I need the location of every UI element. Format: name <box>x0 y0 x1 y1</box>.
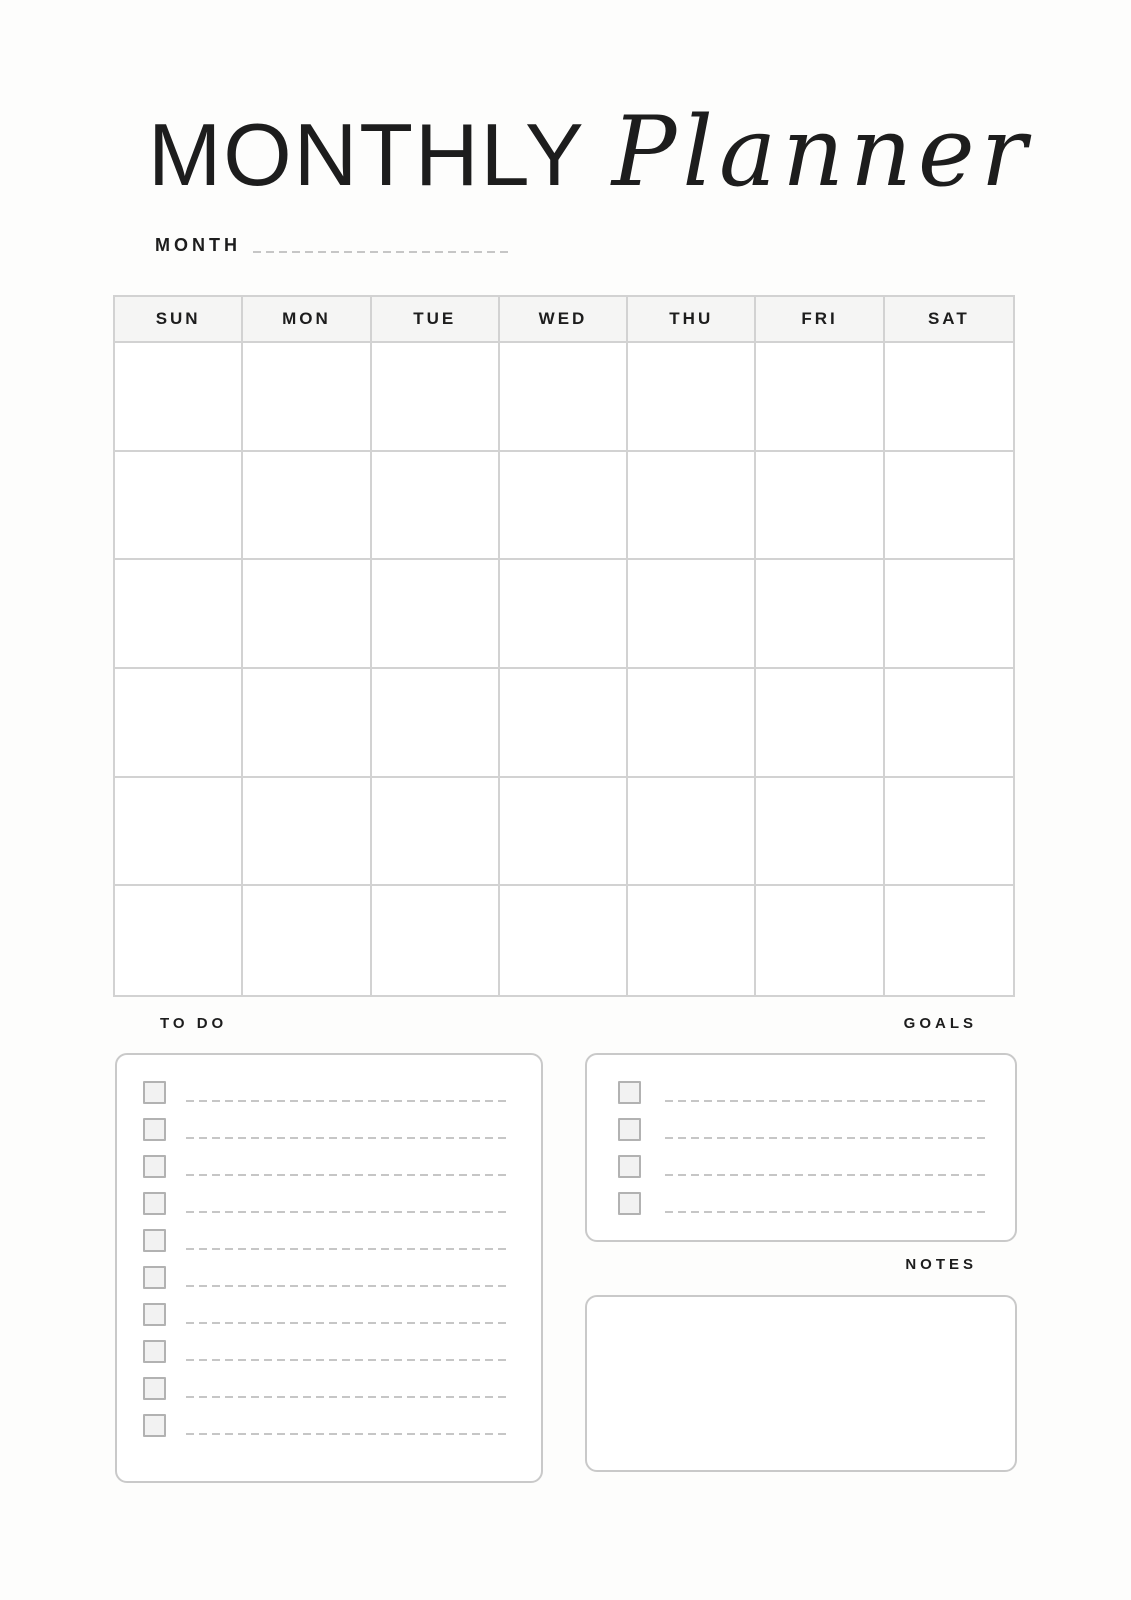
dashed-line <box>186 1396 511 1398</box>
goals-row <box>618 1192 987 1215</box>
checkbox <box>618 1118 641 1141</box>
goals-row <box>618 1118 987 1141</box>
calendar-day-cell <box>115 669 243 778</box>
checkbox <box>143 1414 166 1437</box>
goals-row <box>618 1155 987 1178</box>
calendar-day-cell <box>628 886 756 995</box>
calendar-day-cell <box>243 778 371 887</box>
calendar-day-cell <box>243 669 371 778</box>
dashed-line <box>665 1174 987 1176</box>
checkbox <box>143 1081 166 1104</box>
calendar-day-cell <box>372 778 500 887</box>
todo-row <box>143 1266 511 1289</box>
title-planner: Planner <box>611 96 1033 208</box>
calendar-day-cell <box>500 452 628 561</box>
todo-row <box>143 1340 511 1363</box>
dashed-line <box>186 1248 511 1250</box>
calendar-day-cell <box>115 452 243 561</box>
calendar-day-cell <box>500 778 628 887</box>
goals-row <box>618 1081 987 1104</box>
dashed-line <box>186 1359 511 1361</box>
todo-row <box>143 1118 511 1141</box>
calendar-day-header: SAT <box>885 297 1013 343</box>
checkbox <box>618 1192 641 1215</box>
calendar-day-cell <box>628 452 756 561</box>
todo-row <box>143 1303 511 1326</box>
calendar-day-header: THU <box>628 297 756 343</box>
calendar-day-cell <box>885 343 1013 452</box>
calendar-day-cell <box>115 778 243 887</box>
calendar-day-header: TUE <box>372 297 500 343</box>
calendar-day-cell <box>243 560 371 669</box>
calendar-day-cell <box>115 886 243 995</box>
dashed-line <box>186 1211 511 1213</box>
page-title <box>148 96 1033 208</box>
checkbox <box>143 1377 166 1400</box>
month-fill-in-line <box>253 251 511 253</box>
checkbox <box>618 1081 641 1104</box>
month-field <box>155 236 511 254</box>
checkbox <box>143 1192 166 1215</box>
todo-section-label: TO DO <box>160 1015 228 1032</box>
dashed-line <box>186 1100 511 1102</box>
calendar-day-cell <box>500 669 628 778</box>
todo-row <box>143 1192 511 1215</box>
checkbox <box>143 1155 166 1178</box>
calendar-day-cell <box>372 560 500 669</box>
calendar-grid <box>113 295 1015 997</box>
dashed-line <box>665 1211 987 1213</box>
checkbox <box>143 1340 166 1363</box>
checkbox <box>143 1118 166 1141</box>
calendar-day-cell <box>756 778 884 887</box>
todo-row <box>143 1414 511 1437</box>
calendar-day-cell <box>756 452 884 561</box>
calendar-day-cell <box>500 560 628 669</box>
goals-box <box>585 1053 1017 1242</box>
calendar-day-cell <box>885 778 1013 887</box>
calendar-day-cell <box>756 669 884 778</box>
calendar-day-cell <box>885 560 1013 669</box>
todo-row <box>143 1081 511 1104</box>
dashed-line <box>186 1322 511 1324</box>
calendar-day-cell <box>885 886 1013 995</box>
dashed-line <box>665 1137 987 1139</box>
month-label: MONTH <box>155 235 241 255</box>
calendar-day-cell <box>885 452 1013 561</box>
calendar-day-cell <box>372 669 500 778</box>
todo-box <box>115 1053 543 1483</box>
calendar-day-header: MON <box>243 297 371 343</box>
calendar-day-cell <box>756 343 884 452</box>
title-monthly: MONTHLY <box>148 105 586 204</box>
calendar-day-cell <box>885 669 1013 778</box>
dashed-line <box>186 1433 511 1435</box>
calendar-day-cell <box>500 343 628 452</box>
calendar-day-cell <box>756 560 884 669</box>
goals-section-label: GOALS <box>903 1015 977 1032</box>
calendar-day-header: WED <box>500 297 628 343</box>
calendar-day-cell <box>628 560 756 669</box>
notes-section-label: NOTES <box>905 1256 977 1273</box>
calendar-day-cell <box>372 452 500 561</box>
todo-row <box>143 1155 511 1178</box>
calendar-day-cell <box>628 778 756 887</box>
calendar-day-cell <box>372 343 500 452</box>
checkbox <box>618 1155 641 1178</box>
calendar-day-cell <box>243 452 371 561</box>
calendar-day-cell <box>115 343 243 452</box>
checkbox <box>143 1303 166 1326</box>
calendar-day-cell <box>628 343 756 452</box>
calendar-day-cell <box>243 886 371 995</box>
calendar-day-cell <box>115 560 243 669</box>
notes-box <box>585 1295 1017 1472</box>
calendar-day-cell <box>372 886 500 995</box>
checkbox <box>143 1229 166 1252</box>
dashed-line <box>186 1285 511 1287</box>
calendar-day-cell <box>756 886 884 995</box>
calendar-day-header: SUN <box>115 297 243 343</box>
calendar-day-header: FRI <box>756 297 884 343</box>
dashed-line <box>665 1100 987 1102</box>
todo-row <box>143 1377 511 1400</box>
calendar-day-cell <box>243 343 371 452</box>
checkbox <box>143 1266 166 1289</box>
dashed-line <box>186 1137 511 1139</box>
calendar-day-cell <box>500 886 628 995</box>
calendar-day-cell <box>628 669 756 778</box>
dashed-line <box>186 1174 511 1176</box>
todo-row <box>143 1229 511 1252</box>
